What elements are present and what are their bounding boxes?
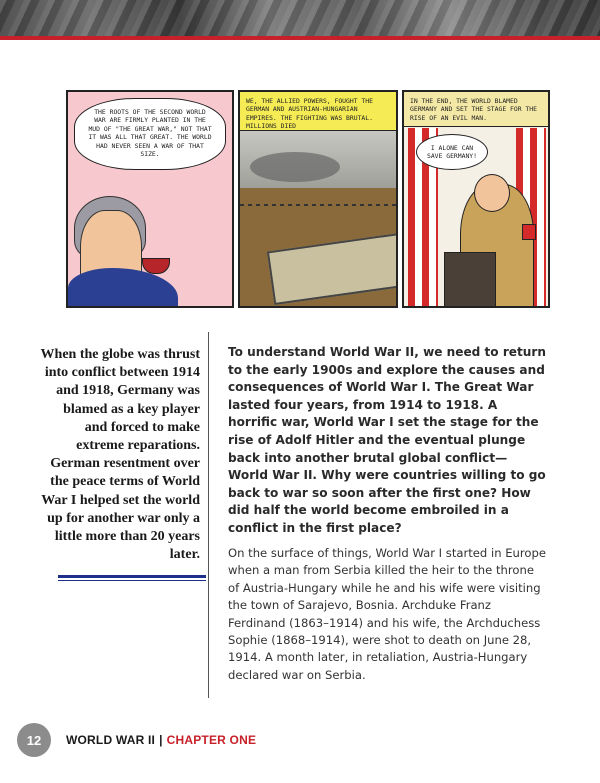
panel-3-speech: I ALONE CAN SAVE GERMANY! [426, 144, 478, 161]
barbed-wire [240, 204, 396, 206]
header-photo-banner [0, 0, 600, 36]
armband-icon [522, 224, 536, 240]
speaker-head [474, 174, 510, 212]
header-red-rule [0, 36, 600, 40]
banner-texture [0, 0, 600, 36]
chapter-label: CHAPTER ONE [166, 733, 257, 747]
narrator-body [68, 268, 178, 308]
comic-panel-1 [66, 90, 234, 308]
panel-1-thought-bubble [74, 98, 226, 170]
page-number-badge: 12 [17, 723, 51, 757]
panel-3-speech-bubble [416, 134, 488, 170]
sidebar-rule-thin [58, 580, 206, 581]
smoke-cloud [250, 152, 340, 182]
book-title: WORLD WAR II [66, 733, 156, 747]
comic-panel-2 [238, 90, 398, 308]
podium [444, 252, 496, 308]
panel-2-text: WE, THE ALLIED POWERS, FOUGHT THE GERMAN AND AUSTRIAN-HUNGARIAN EMPIRES. THE FIGHTING WAS BRUTAL. MILLIONS DIED [246, 97, 373, 131]
comic-strip [66, 90, 550, 308]
sidebar-callout: When the globe was thrust into conflict between 1914 and 1918, Germany was blamed as a key player and forced to make extreme reparations. German resentment over the peace terms of World War I helped set the world up for another war only a little more than 20 years later. [40, 347, 200, 563]
sidebar-rule-thick [58, 575, 206, 578]
panel-3-caption: IN THE END, THE WORLD BLAMED GERMANY AND SET THE STAGE FOR THE RISE OF AN EVIL MAN. [410, 97, 537, 122]
intro-paragraph: To understand World War II, we need to return to the early 1900s and explore the causes and consequences of World War I. The Great War lasted four years, from 1914 to 1918. A horrific war, World War I set the stage for the rise of Adolf Hitler and the eventual plunge back into another brutal global conflict—World War II. Why were countries willing to go back to war so soon after the first one? How did half the world become embroiled in a conflict in the first place? [228, 345, 546, 535]
footer-separator: | [159, 733, 163, 747]
panel-2-caption-box [240, 92, 396, 131]
teacup-icon [142, 258, 170, 274]
running-footer [66, 733, 256, 747]
panel-1-text: THE ROOTS OF THE SECOND WORLD WAR ARE FIRMLY PLANTED IN THE MUD OF "THE GREAT WAR," NOT THAT IT WAS ALL THAT GREAT. THE WORLD HAD NEVER SEEN A WAR OF THAT SIZE. [88, 108, 212, 159]
comic-panel-3 [402, 90, 550, 308]
column-divider [208, 332, 209, 698]
body-paragraph: On the surface of things, World War I started in Europe when a man from Serbia killed the heir to the throne of Austria-Hungary while he and his wife were visiting the town of Sarajevo, Bosnia. Archduke Franz Ferdinand (1863–1914) and his wife, the Archduchess Sophie (1868–1914), were shot to death on June 28, 1914. A month later, in retaliation, Austria-Hungary declared war on Serbia. [228, 546, 546, 682]
panel-3-caption-box [404, 92, 548, 127]
